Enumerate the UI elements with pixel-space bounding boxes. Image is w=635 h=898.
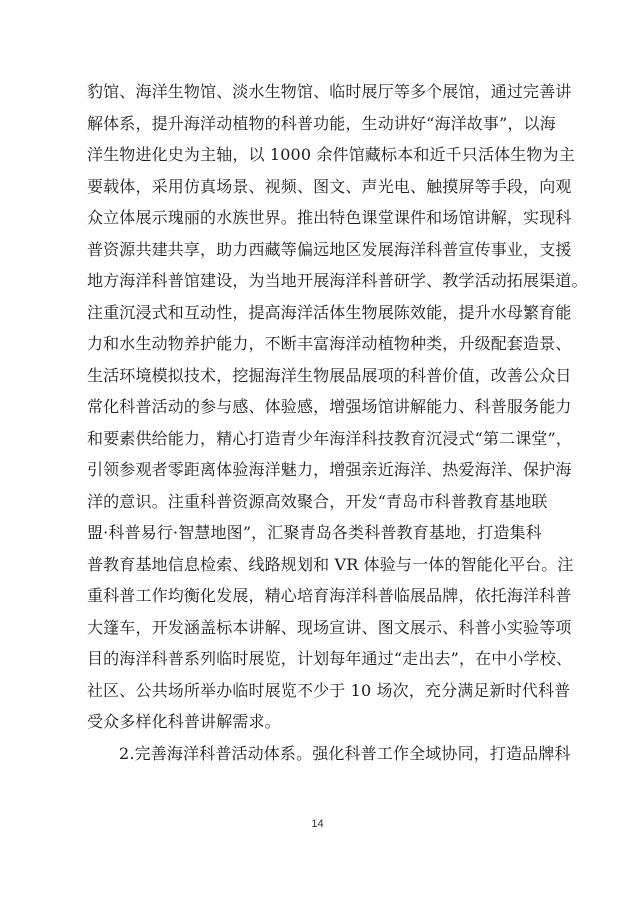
text-line: 引领参观者零距离体验海洋魅力，增强亲近海洋、热爱海洋、保护海: [87, 460, 572, 479]
text-line: 注重沉浸式和互动性，提高海洋活体生物展陈效能，提升水母繁育能: [87, 302, 572, 322]
text-line: 洋生物进化史为主轴，以 1000 余件馆藏标本和近千只活体生物为主: [87, 145, 575, 164]
text-line: 解体系，提升海洋动植物的科普功能，生动讲好“海洋故事”，以海: [87, 113, 556, 133]
text-line: 普教育基地信息检索、线路规划和 VR 体验与一体的智能化平台。注: [87, 554, 574, 574]
body-text: [87, 76, 588, 769]
text-line: 众立体展示瑰丽的水族世界。推出特色课堂课件和场馆讲解，实现科: [87, 208, 572, 227]
text-line: 常化科普活动的参与感、体验感，增强场馆讲解能力、科普服务能力: [87, 397, 572, 416]
text-line: 重科普工作均衡化发展，精心培育海洋科普临展品牌，依托海洋科普: [87, 586, 572, 605]
text-line: 地方海洋科普馆建设，为当地开展海洋科普研学、教学活动拓展渠道。: [87, 271, 588, 290]
text-line: 大篷车，开发涵盖标本讲解、现场宣讲、图文展示、科普小实验等项: [87, 617, 572, 637]
text-line: 要载体，采用仿真场景、视频、图文、声光电、触摸屏等手段，向观: [87, 176, 572, 196]
text-line: 力和水生动物养护能力，不断丰富海洋动植物种类，升级配套造景、: [87, 334, 572, 353]
text-line: 生活环境模拟技术，挖掘海洋生物展品展项的科普价值，改善公众日: [87, 365, 572, 385]
text-line: 豹馆、海洋生物馆、淡水生物馆、临时展厅等多个展馆，通过完善讲: [87, 82, 572, 101]
text-line: 盟·科普易行·智慧地图”，汇聚青岛各类科普教育基地，打造集科: [87, 523, 542, 542]
text-line: 洋的意识。注重科普资源高效聚合，开发“青岛市科普教育基地联: [87, 491, 548, 511]
text-line: 受众多样化科普讲解需求。: [87, 712, 281, 731]
text-line: 和要素供给能力，精心打造青少年海洋科技教育沉浸式“第二课堂”，: [87, 428, 573, 448]
section-heading-line: 2.完善海洋科普活动体系。强化科普工作全域协同，打造品牌科: [119, 743, 571, 763]
text-line: 目的海洋科普系列临时展览，计划每年通过“走出去”，在中小学校、: [87, 649, 573, 668]
text-line: 社区、公共场所举办临时展览不少于 10 场次，充分满足新时代科普: [87, 680, 571, 700]
page-number: 14: [311, 818, 324, 830]
text-line: 普资源共建共享，助力西藏等偏远地区发展海洋科普宣传事业，支援: [87, 239, 572, 259]
